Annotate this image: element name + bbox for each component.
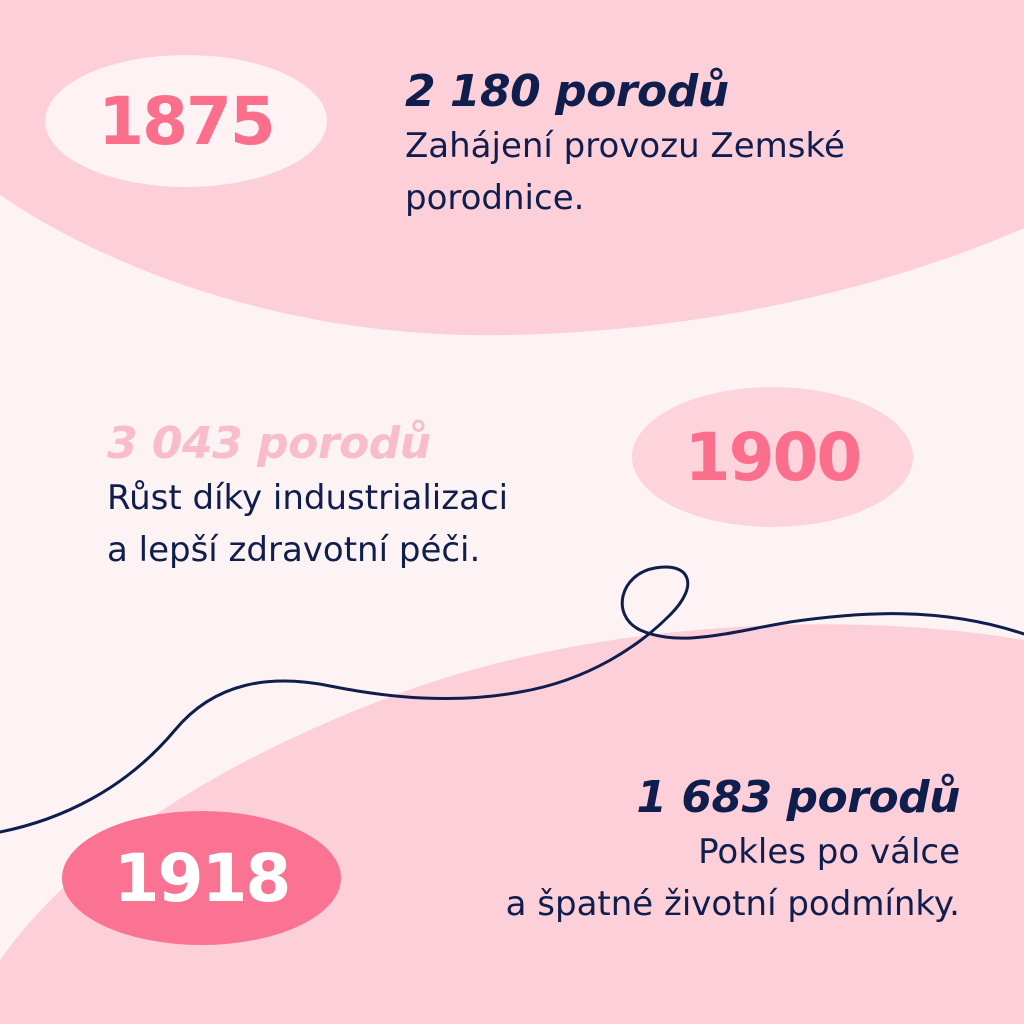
year-badge-1900 <box>632 387 913 527</box>
entry-description <box>420 826 960 930</box>
timeline-entry-1918 <box>420 772 960 930</box>
description-line: a lepší zdravotní péči. <box>107 530 481 570</box>
year-badge-1918 <box>62 811 341 945</box>
year-label: 1900 <box>684 418 861 496</box>
description-line: Pokles po válce <box>698 832 960 872</box>
timeline-entry-1875 <box>405 66 965 224</box>
timeline-entry-1900 <box>107 418 627 576</box>
description-line: a špatné životní podmínky. <box>505 884 960 924</box>
description-line: Zahájení provozu Zemské <box>405 126 845 166</box>
births-count: 2 180 porodů <box>405 66 729 117</box>
births-count: 1 683 porodů <box>636 772 960 823</box>
description-line: porodnice. <box>405 178 585 218</box>
year-badge-1875 <box>45 55 327 187</box>
description-line: Růst díky industrializaci <box>107 478 509 518</box>
entry-description <box>107 472 627 576</box>
year-label: 1918 <box>113 839 290 917</box>
births-count: 3 043 porodů <box>107 418 431 469</box>
year-label: 1875 <box>98 82 274 160</box>
entry-description <box>405 120 965 224</box>
